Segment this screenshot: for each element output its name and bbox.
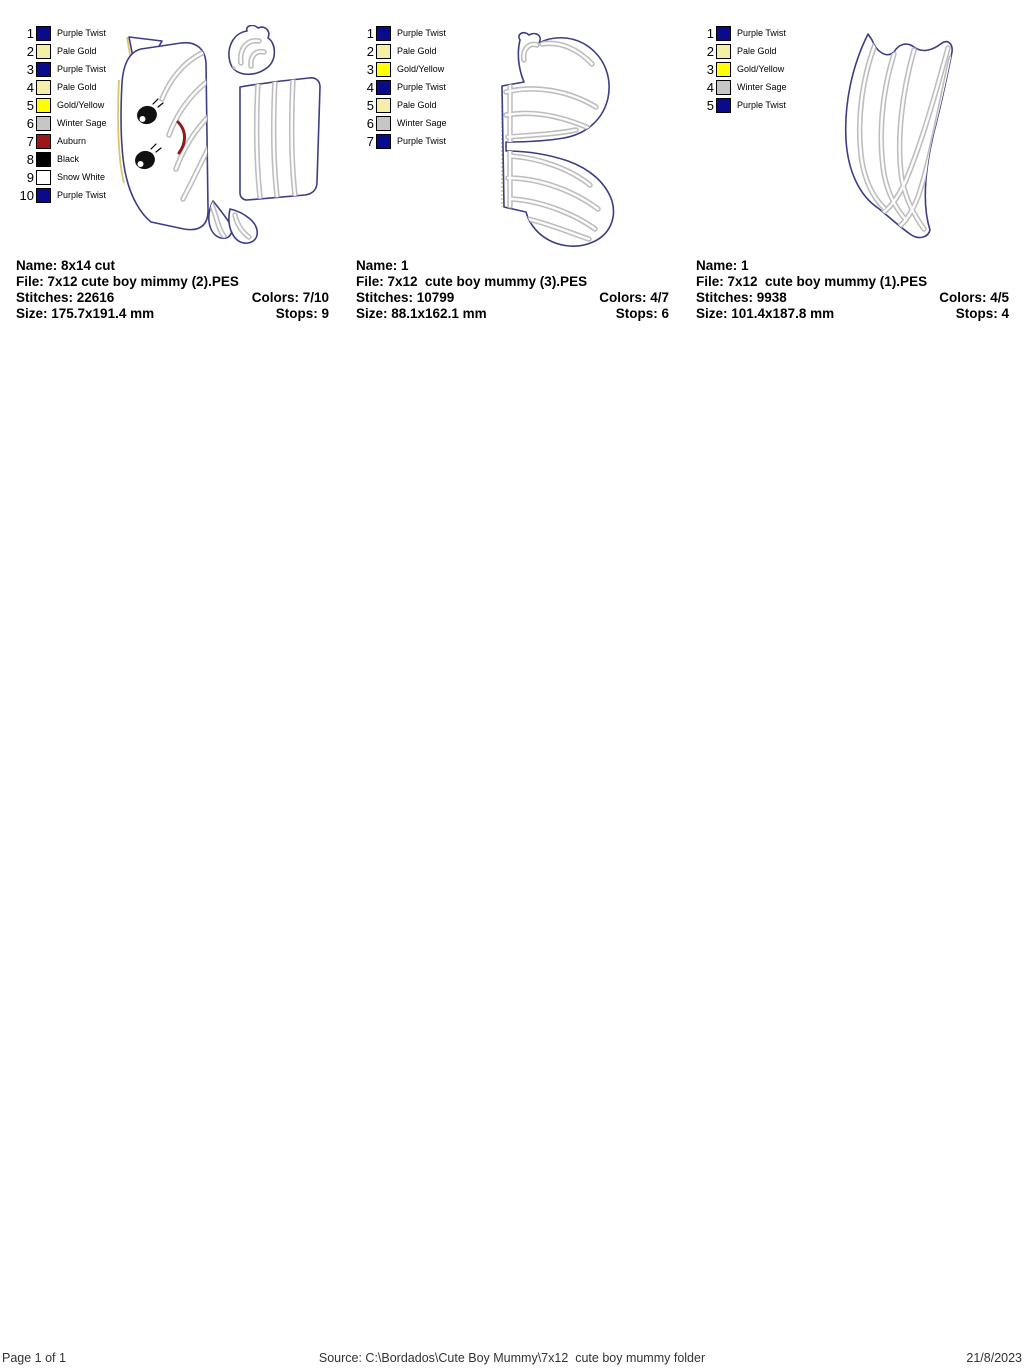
legend-row bbox=[14, 150, 107, 168]
legend-row bbox=[694, 24, 787, 42]
legend-row bbox=[14, 78, 107, 96]
design-preview-mummy-body bbox=[498, 30, 624, 250]
thread-number: 6 bbox=[26, 115, 34, 131]
thread-name: Purple Twist bbox=[57, 28, 106, 38]
eye-highlight bbox=[138, 161, 144, 167]
thread-number: 3 bbox=[366, 61, 374, 77]
meta-stops: Stops: 4 bbox=[955, 306, 1009, 321]
color-swatch bbox=[36, 44, 51, 59]
meta-name: Name: 1 bbox=[696, 258, 749, 273]
thread-number: 4 bbox=[366, 79, 374, 95]
color-swatch bbox=[716, 62, 731, 77]
design-column-3 bbox=[688, 24, 1018, 334]
color-swatch bbox=[376, 62, 391, 77]
color-swatch bbox=[376, 26, 391, 41]
design-column-1 bbox=[8, 24, 338, 334]
color-swatch bbox=[716, 44, 731, 59]
legend-row bbox=[354, 96, 447, 114]
legend-row bbox=[14, 168, 107, 186]
meta-stitches: Stitches: 9938 bbox=[696, 290, 787, 305]
legend-row bbox=[354, 114, 447, 132]
thread-number: 2 bbox=[706, 43, 714, 59]
bandage-body bbox=[502, 33, 613, 246]
color-swatch bbox=[716, 98, 731, 113]
thread-legend-1 bbox=[14, 24, 107, 204]
thread-name: Purple Twist bbox=[397, 82, 446, 92]
meta-stops: Stops: 6 bbox=[615, 306, 669, 321]
thread-name: Gold/Yellow bbox=[737, 64, 785, 74]
legend-row bbox=[14, 114, 107, 132]
design-meta-2 bbox=[356, 258, 669, 322]
meta-stitches: Stitches: 10799 bbox=[356, 290, 455, 305]
meta-size: Size: 175.7x191.4 mm bbox=[16, 306, 155, 321]
color-swatch bbox=[36, 116, 51, 131]
source-path: Source: C:\Bordados\Cute Boy Mummy\7x12 cute boy mummy folder bbox=[318, 1351, 706, 1365]
thread-number: 1 bbox=[366, 25, 374, 41]
thread-name: Purple Twist bbox=[397, 28, 446, 38]
thread-number: 4 bbox=[26, 79, 34, 95]
thread-legend-3 bbox=[694, 24, 787, 114]
meta-colors: Colors: 4/5 bbox=[939, 290, 1009, 305]
eye-highlight bbox=[140, 116, 146, 122]
legend-row bbox=[14, 24, 107, 42]
legend-row bbox=[354, 132, 447, 150]
color-swatch bbox=[36, 98, 51, 113]
color-swatch bbox=[376, 98, 391, 113]
thread-name: Winter Sage bbox=[57, 118, 107, 128]
bandage-block bbox=[240, 78, 320, 200]
thread-number: 6 bbox=[366, 115, 374, 131]
meta-stitches: Stitches: 22616 bbox=[16, 290, 115, 305]
thread-number: 1 bbox=[706, 25, 714, 41]
meta-file: File: 7x12 cute boy mummy (3).PES bbox=[356, 274, 588, 289]
legend-row bbox=[694, 60, 787, 78]
thread-number: 3 bbox=[706, 61, 714, 77]
thread-number: 3 bbox=[26, 61, 34, 77]
color-swatch bbox=[376, 80, 391, 95]
thread-name: Winter Sage bbox=[737, 82, 787, 92]
thread-number: 7 bbox=[366, 133, 374, 149]
meta-name: Name: 8x14 cut bbox=[16, 258, 116, 273]
thread-number: 10 bbox=[19, 187, 34, 203]
page-footer bbox=[0, 1351, 1024, 1367]
legend-row bbox=[14, 60, 107, 78]
legend-row bbox=[354, 42, 447, 60]
thread-number: 2 bbox=[366, 43, 374, 59]
thread-name: Black bbox=[57, 154, 80, 164]
thread-name: Pale Gold bbox=[397, 100, 437, 110]
thread-number: 5 bbox=[26, 97, 34, 113]
thread-name: Winter Sage bbox=[397, 118, 447, 128]
thread-number: 9 bbox=[26, 169, 34, 185]
thread-number: 7 bbox=[26, 133, 34, 149]
meta-colors: Colors: 4/7 bbox=[599, 290, 669, 305]
thread-number: 5 bbox=[706, 97, 714, 113]
page-number: Page 1 of 1 bbox=[2, 1351, 66, 1365]
color-swatch bbox=[376, 116, 391, 131]
design-preview-mummy-head bbox=[114, 25, 332, 253]
meta-colors: Colors: 7/10 bbox=[251, 290, 329, 305]
thread-name: Purple Twist bbox=[57, 64, 106, 74]
thread-name: Purple Twist bbox=[57, 190, 106, 200]
thread-name: Pale Gold bbox=[57, 46, 97, 56]
legend-row bbox=[354, 60, 447, 78]
legend-row bbox=[14, 42, 107, 60]
thread-name: Auburn bbox=[57, 136, 87, 146]
legend-row bbox=[694, 96, 787, 114]
thread-name: Gold/Yellow bbox=[57, 100, 105, 110]
color-swatch bbox=[36, 170, 51, 185]
color-swatch bbox=[376, 44, 391, 59]
color-swatch bbox=[716, 80, 731, 95]
thread-name: Pale Gold bbox=[737, 46, 777, 56]
color-swatch bbox=[36, 80, 51, 95]
color-swatch bbox=[376, 134, 391, 149]
thread-name: Purple Twist bbox=[737, 28, 786, 38]
meta-stops: Stops: 9 bbox=[275, 306, 329, 321]
meta-size: Size: 88.1x162.1 mm bbox=[356, 306, 487, 321]
thread-number: 2 bbox=[26, 43, 34, 59]
thread-name: Purple Twist bbox=[737, 100, 786, 110]
meta-name: Name: 1 bbox=[356, 258, 409, 273]
thread-legend-2 bbox=[354, 24, 447, 150]
thread-number: 4 bbox=[706, 79, 714, 95]
color-swatch bbox=[716, 26, 731, 41]
meta-file: File: 7x12 cute boy mummy (1).PES bbox=[696, 274, 928, 289]
meta-file: File: 7x12 cute boy mimmy (2).PES bbox=[16, 274, 239, 289]
color-swatch bbox=[36, 188, 51, 203]
legend-row bbox=[14, 132, 107, 150]
legend-row bbox=[694, 42, 787, 60]
color-swatch bbox=[36, 62, 51, 77]
thread-name: Purple Twist bbox=[397, 136, 446, 146]
legend-row bbox=[694, 78, 787, 96]
design-meta-3 bbox=[696, 258, 1009, 322]
thread-number: 5 bbox=[366, 97, 374, 113]
legend-row bbox=[14, 96, 107, 114]
legend-row bbox=[14, 186, 107, 204]
thread-name: Pale Gold bbox=[397, 46, 437, 56]
design-meta-1 bbox=[16, 258, 329, 322]
legend-row bbox=[354, 24, 447, 42]
color-swatch bbox=[36, 26, 51, 41]
thread-number: 1 bbox=[26, 25, 34, 41]
date: 21/8/2023 bbox=[966, 1351, 1022, 1365]
thread-number: 8 bbox=[26, 151, 34, 167]
meta-size: Size: 101.4x187.8 mm bbox=[696, 306, 835, 321]
thread-name: Pale Gold bbox=[57, 82, 97, 92]
thread-name: Gold/Yellow bbox=[397, 64, 445, 74]
color-swatch bbox=[36, 152, 51, 167]
design-column-2 bbox=[348, 24, 678, 334]
thread-name: Snow White bbox=[57, 172, 106, 182]
legend-row bbox=[354, 78, 447, 96]
color-swatch bbox=[36, 134, 51, 149]
design-preview-bandage-strips bbox=[836, 32, 982, 242]
